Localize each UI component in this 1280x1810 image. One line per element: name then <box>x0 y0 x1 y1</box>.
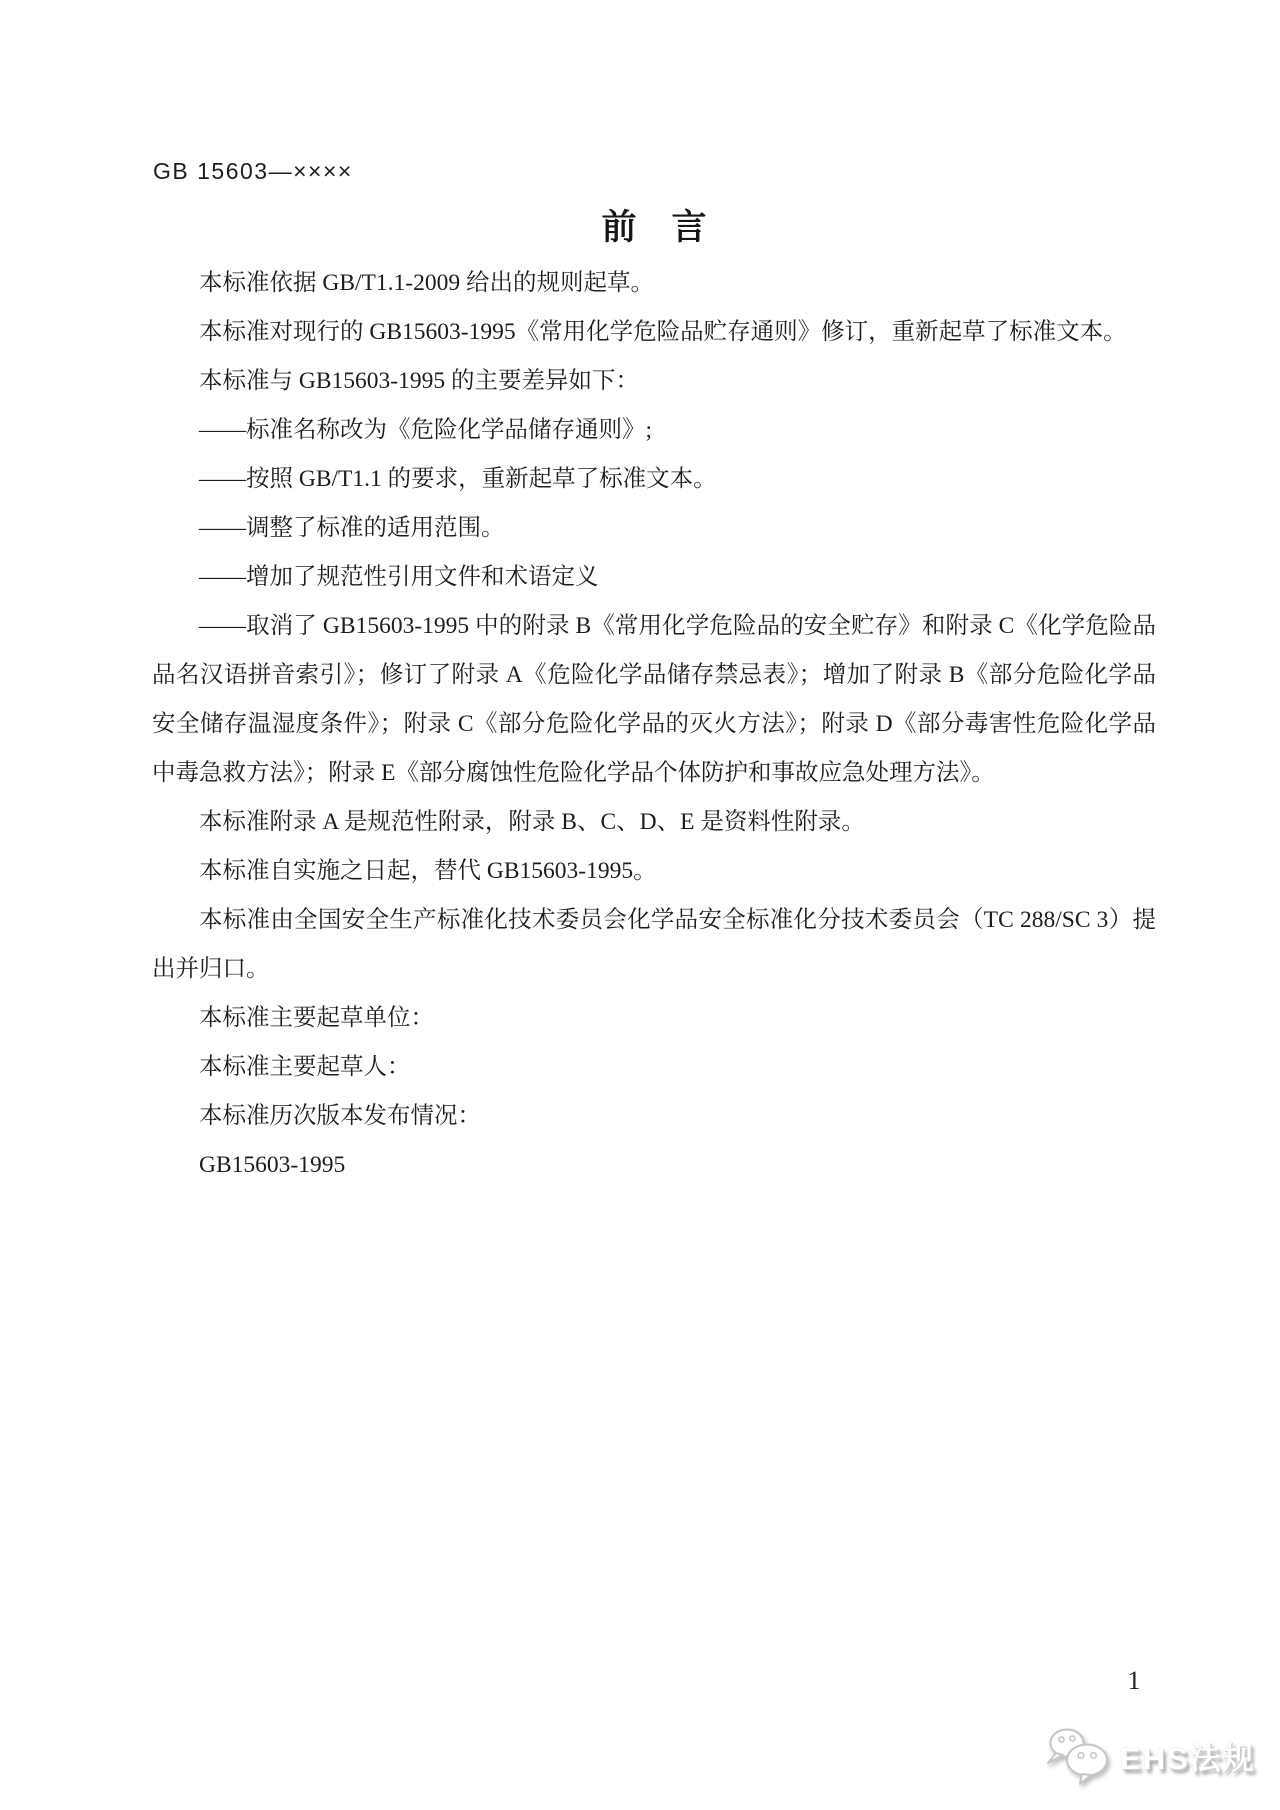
wechat-chat-bubbles-icon <box>1044 1724 1112 1786</box>
watermark <box>1044 1724 1256 1786</box>
paragraph: 本标准附录 A 是规范性附录，附录 B、C、D、E 是资料性附录。 <box>199 809 865 835</box>
paragraph: 本标准对现行的 GB15603-1995《常用化学危险品贮存通则》修订，重新起草了标准文本。 <box>199 319 1127 345</box>
paragraph: ——取消了 GB15603-1995 中的附录 B《常用化学危险品的安全贮存》和附录 C《化学危险品品名汉语拼音索引》；修订了附录 A《危险化学品储存禁忌表》；增加了附录 B《部分危险化学品安全储存温湿度条件》；附录 C《部分危险化学品的灭火方法》；附录 D《部分毒害性危险化学品中毒急救方法》；附录 E《部分腐蚀性危险化学品个体防护和事故应急处理方法》。 <box>152 613 1156 786</box>
paragraph: 本标准依据 GB/T1.1-2009 给出的规则起草。 <box>199 270 654 296</box>
paragraph: 本标准主要起草人： <box>199 1054 411 1080</box>
page-number: 1 <box>1127 1666 1141 1695</box>
document-body <box>152 259 1156 1190</box>
paragraph: ——增加了规范性引用文件和术语定义 <box>199 564 599 590</box>
paragraph: ——标准名称改为《危险化学品储存通则》; <box>199 417 653 443</box>
paragraph: 本标准自实施之日起，替代 GB15603-1995。 <box>199 858 657 884</box>
paragraph: 本标准主要起草单位： <box>199 1005 434 1031</box>
paragraph: 本标准历次版本发布情况： <box>199 1103 481 1129</box>
paragraph: GB15603-1995 <box>199 1152 346 1178</box>
paragraph: 本标准由全国安全生产标准化技术委员会化学品安全标准化分技术委员会（TC 288/SC 3）提出并归口。 <box>152 907 1156 982</box>
paragraph: ——调整了标准的适用范围。 <box>199 515 505 541</box>
page-title: 前 言 <box>601 208 707 247</box>
watermark-label: EHS法规 <box>1120 1740 1256 1776</box>
standard-number: GB 15603—×××× <box>153 158 353 184</box>
paragraph: ——按照 GB/T1.1 的要求，重新起草了标准文本。 <box>199 466 717 492</box>
paragraph: 本标准与 GB15603-1995 的主要差异如下： <box>199 368 639 394</box>
